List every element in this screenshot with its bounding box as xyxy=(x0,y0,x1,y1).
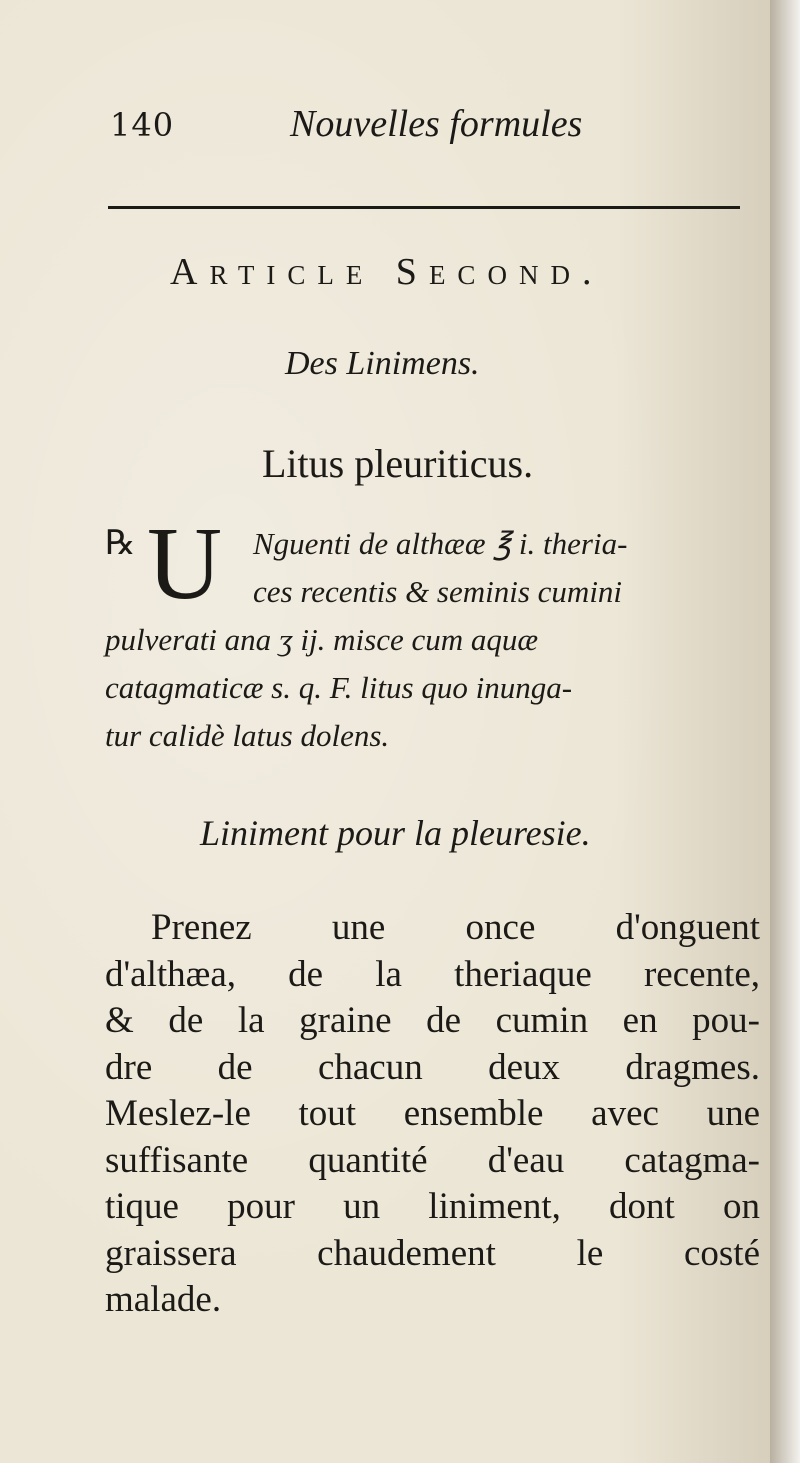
article-title: Article Second. xyxy=(170,251,604,293)
page-number: 140 xyxy=(110,106,175,144)
french-line: Prenez une once d'onguent xyxy=(151,907,760,948)
latin-line: ces recentis & seminis cumini xyxy=(253,574,623,609)
page-edge xyxy=(770,0,800,1463)
french-title: Liniment pour la pleuresie. xyxy=(200,813,591,853)
french-line: dre de chacun deux dragmes. xyxy=(105,1046,760,1088)
latin-line: pulverati ana ʒ ij. misce cum aquæ xyxy=(105,622,539,657)
section-title: Des Linimens. xyxy=(285,345,480,382)
french-line: tique pour un liniment, dont on xyxy=(105,1186,760,1227)
french-line: graissera chaudement le costé xyxy=(105,1232,760,1274)
recipe-symbol-icon: ℞ xyxy=(105,525,136,562)
french-text xyxy=(105,905,765,1324)
latin-line: catagmaticæ s. q. F. litus quo inunga- xyxy=(105,670,573,705)
drop-cap: U xyxy=(147,506,223,621)
latin-line: Nguenti de althææ ℥ i. theria- xyxy=(253,526,628,561)
french-line: Meslez-le tout ensemble avec une xyxy=(105,1093,760,1134)
french-line: malade. xyxy=(105,1279,222,1320)
french-line: suffisante quantité d'eau catagma- xyxy=(105,1139,760,1181)
running-title: Nouvelles formules xyxy=(290,103,583,145)
header-rule xyxy=(108,206,740,209)
recipe-title: Litus pleuriticus. xyxy=(262,441,534,486)
latin-line: tur calidè latus dolens. xyxy=(105,718,390,753)
french-line: d'althæa, de la theriaque recente, xyxy=(105,953,760,995)
french-line: & de la graine de cumin en pou- xyxy=(105,1000,760,1041)
page-header xyxy=(110,100,730,150)
